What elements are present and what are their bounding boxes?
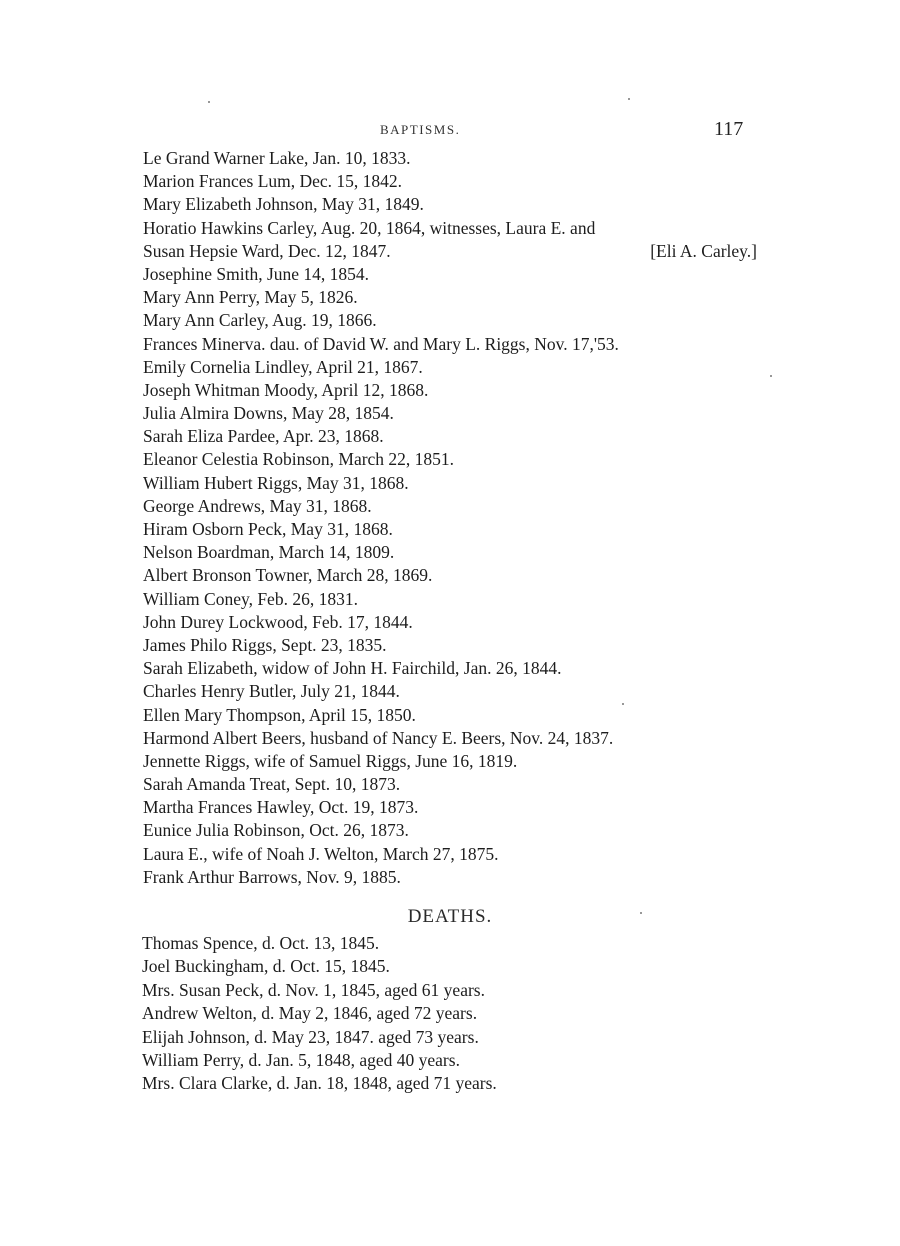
entry-text: William Coney, Feb. 26, 1831.	[143, 588, 358, 609]
print-speck	[208, 101, 210, 103]
baptism-entry	[143, 448, 773, 471]
baptism-entry	[143, 240, 773, 263]
baptism-entry	[143, 819, 773, 842]
entry-text: Frances Minerva. dau. of David W. and Mary L. Riggs, Nov. 17,'53.	[143, 333, 619, 354]
entry-text: Mary Ann Carley, Aug. 19, 1866.	[143, 310, 377, 331]
entry-text: William Perry, d. Jan. 5, 1848, aged 40 years.	[142, 1049, 460, 1070]
entry-text: Joel Buckingham, d. Oct. 15, 1845.	[142, 956, 390, 977]
death-entry	[142, 1049, 762, 1072]
entry-text: John Durey Lockwood, Feb. 17, 1844.	[143, 611, 413, 632]
baptism-entry	[143, 588, 773, 611]
entry-text: William Hubert Riggs, May 31, 1868.	[143, 472, 409, 493]
print-speck	[628, 98, 630, 100]
baptism-entry	[143, 495, 773, 518]
entry-text: Sarah Elizabeth, widow of John H. Fairchild, Jan. 26, 1844.	[143, 658, 562, 679]
death-entry	[142, 1026, 762, 1049]
death-entry	[142, 932, 762, 955]
baptism-entry	[143, 541, 773, 564]
entry-note: [Eli A. Carley.]	[650, 240, 757, 261]
running-head: BAPTISMS.	[380, 122, 461, 137]
page-number: 117	[714, 118, 744, 140]
baptism-entry	[143, 843, 773, 866]
baptism-entry	[143, 379, 773, 402]
entry-text: Ellen Mary Thompson, April 15, 1850.	[143, 704, 416, 725]
entry-text: Eleanor Celestia Robinson, March 22, 1851.	[143, 449, 455, 470]
baptism-entry	[143, 217, 773, 240]
entry-text: Marion Frances Lum, Dec. 15, 1842.	[143, 171, 403, 192]
entry-text: Le Grand Warner Lake, Jan. 10, 1833.	[143, 148, 411, 168]
baptism-entry	[143, 866, 773, 889]
baptism-entry	[143, 611, 773, 634]
entry-text: Mrs. Susan Peck, d. Nov. 1, 1845, aged 61 years.	[142, 979, 485, 1000]
entry-text: James Philo Riggs, Sept. 23, 1835.	[143, 634, 387, 655]
entry-text: Emily Cornelia Lindley, April 21, 1867.	[143, 356, 423, 377]
entry-text: Thomas Spence, d. Oct. 13, 1845.	[142, 933, 380, 953]
baptisms-list	[143, 147, 773, 889]
entry-text: Frank Arthur Barrows, Nov. 9, 1885.	[143, 866, 401, 887]
baptism-entry	[143, 309, 773, 332]
entry-text: Joseph Whitman Moody, April 12, 1868.	[143, 379, 429, 400]
entry-text: Horatio Hawkins Carley, Aug. 20, 1864, witnesses, Laura E. and	[143, 217, 596, 238]
death-entry	[142, 955, 762, 978]
baptism-entry	[143, 286, 773, 309]
entry-text: Josephine Smith, June 14, 1854.	[143, 263, 370, 284]
entry-text: Nelson Boardman, March 14, 1809.	[143, 542, 395, 563]
baptism-entry	[143, 796, 773, 819]
baptism-entry	[143, 170, 773, 193]
entry-text: Harmond Albert Beers, husband of Nancy E. Beers, Nov. 24, 1837.	[143, 727, 614, 748]
baptism-entry	[143, 564, 773, 587]
entry-text: Laura E., wife of Noah J. Welton, March 27, 1875.	[143, 843, 499, 864]
entry-text: Julia Almira Downs, May 28, 1854.	[143, 403, 394, 424]
death-entry	[142, 1002, 762, 1025]
baptism-entry	[143, 263, 773, 286]
entry-text: Albert Bronson Towner, March 28, 1869.	[143, 565, 433, 586]
death-entry	[142, 979, 762, 1002]
baptism-entry	[143, 657, 773, 680]
deaths-list	[142, 932, 762, 1096]
baptism-entry	[143, 425, 773, 448]
baptism-entry	[143, 333, 773, 356]
baptism-entry	[143, 147, 773, 170]
entry-text: Eunice Julia Robinson, Oct. 26, 1873.	[143, 820, 409, 841]
baptism-entry	[143, 727, 773, 750]
entry-text: Martha Frances Hawley, Oct. 19, 1873.	[143, 797, 419, 818]
baptism-entry	[143, 193, 773, 216]
entry-text: George Andrews, May 31, 1868.	[143, 495, 372, 516]
entry-text: Susan Hepsie Ward, Dec. 12, 1847.	[143, 240, 391, 261]
entry-text: Mary Ann Perry, May 5, 1826.	[143, 287, 358, 308]
baptism-entry	[143, 472, 773, 495]
entry-text: Mary Elizabeth Johnson, May 31, 1849.	[143, 194, 424, 215]
deaths-heading: DEATHS.	[407, 906, 493, 927]
baptism-entry	[143, 518, 773, 541]
baptism-entry	[143, 680, 773, 703]
entry-text: Sarah Eliza Pardee, Apr. 23, 1868.	[143, 426, 384, 447]
entry-text: Hiram Osborn Peck, May 31, 1868.	[143, 519, 393, 539]
entry-text: Charles Henry Butler, July 21, 1844.	[143, 681, 400, 702]
baptism-entry	[143, 402, 773, 425]
baptism-entry	[143, 704, 773, 727]
baptism-entry	[143, 773, 773, 796]
entry-text: Mrs. Clara Clarke, d. Jan. 18, 1848, aged 71 years.	[142, 1073, 497, 1094]
entry-text: Jennette Riggs, wife of Samuel Riggs, June 16, 1819.	[143, 750, 518, 771]
death-entry	[142, 1072, 762, 1095]
entry-text: Elijah Johnson, d. May 23, 1847. aged 73 years.	[142, 1026, 479, 1047]
baptism-entry	[143, 634, 773, 657]
baptism-entry	[143, 356, 773, 379]
baptism-entry	[143, 750, 773, 773]
entry-text: Andrew Welton, d. May 2, 1846, aged 72 years.	[142, 1003, 478, 1024]
entry-text: Sarah Amanda Treat, Sept. 10, 1873.	[143, 774, 401, 795]
